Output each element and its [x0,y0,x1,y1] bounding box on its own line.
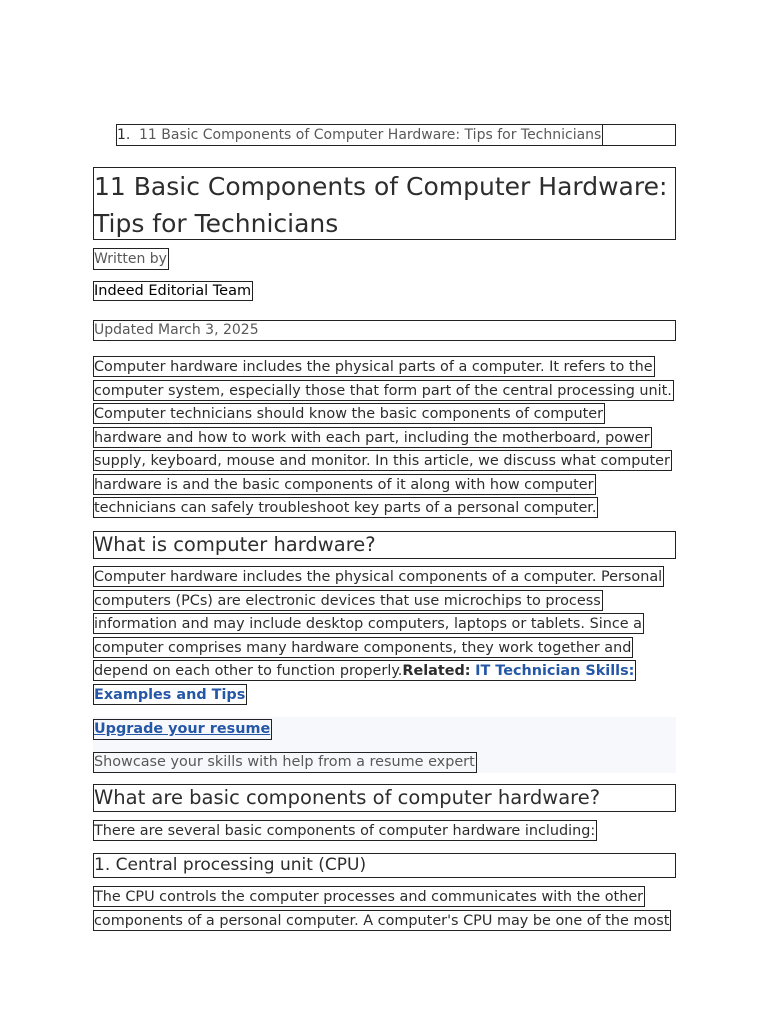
intro-line: computer system, especially those that form part of the central processing unit. [93,380,674,401]
related-label: Related: [402,663,471,679]
section2-paragraph [93,820,676,844]
resume-upsell-banner [93,717,676,773]
related-link-continued[interactable]: Examples and Tips [94,686,246,703]
intro-paragraph [93,356,676,521]
page-title-line-2: Tips for Technicians [94,209,339,238]
section1-line-text: depend on each other to function properly. [94,663,403,679]
section-heading-basic-components: What are basic components of computer hardware? [93,784,676,812]
related-link-line [93,684,247,705]
author-name[interactable]: Indeed Editorial Team [94,283,252,299]
breadcrumb [116,124,676,146]
cpu-paragraph [93,886,676,933]
section2-line: There are several basic components of computer hardware including: [93,820,597,841]
page-title-line-1: 11 Basic Components of Computer Hardware: [94,172,668,201]
subheading-cpu: 1. Central processing unit (CPU) [93,853,676,878]
written-by-label: Written by [93,248,169,270]
cpu-line: The CPU controls the computer processes and communicates with the other [93,886,645,907]
page-title [93,167,676,240]
related-link[interactable]: IT Technician Skills: [475,663,635,679]
breadcrumb-number: 1. [117,127,131,143]
updated-date: Updated March 3, 2025 [93,320,676,341]
section1-line: computer comprises many hardware components, they work together and [93,637,633,658]
intro-line: hardware is and the basic components of it along with how computer [93,474,596,495]
section1-last-line [93,660,636,681]
section1-line: Computer hardware includes the physical components of a computer. Personal [93,566,664,587]
intro-line: technicians can safely troubleshoot key parts of a personal computer. [93,497,598,518]
breadcrumb-current-item[interactable]: 11 Basic Components of Computer Hardware: Tips for Technicians [139,127,602,143]
section1-paragraph [93,566,676,707]
upgrade-resume-link[interactable]: Upgrade your resume [93,719,272,740]
intro-line: Computer hardware includes the physical parts of a computer. It refers to the [93,356,655,377]
section1-line: computers (PCs) are electronic devices that use microchips to process [93,590,603,611]
intro-line: hardware and how to work with each part, including the motherboard, power [93,427,652,448]
intro-line: supply, keyboard, mouse and monitor. In this article, we discuss what computer [93,450,672,471]
intro-line: Computer technicians should know the basic components of computer [93,403,605,424]
section1-line: information and may include desktop computers, laptops or tablets. Since a [93,613,644,634]
section-heading-what-is-hardware: What is computer hardware? [93,531,676,559]
cpu-line: components of a personal computer. A computer's CPU may be one of the most [93,910,671,931]
upsell-subtext: Showcase your skills with help from a resume expert [93,752,477,773]
